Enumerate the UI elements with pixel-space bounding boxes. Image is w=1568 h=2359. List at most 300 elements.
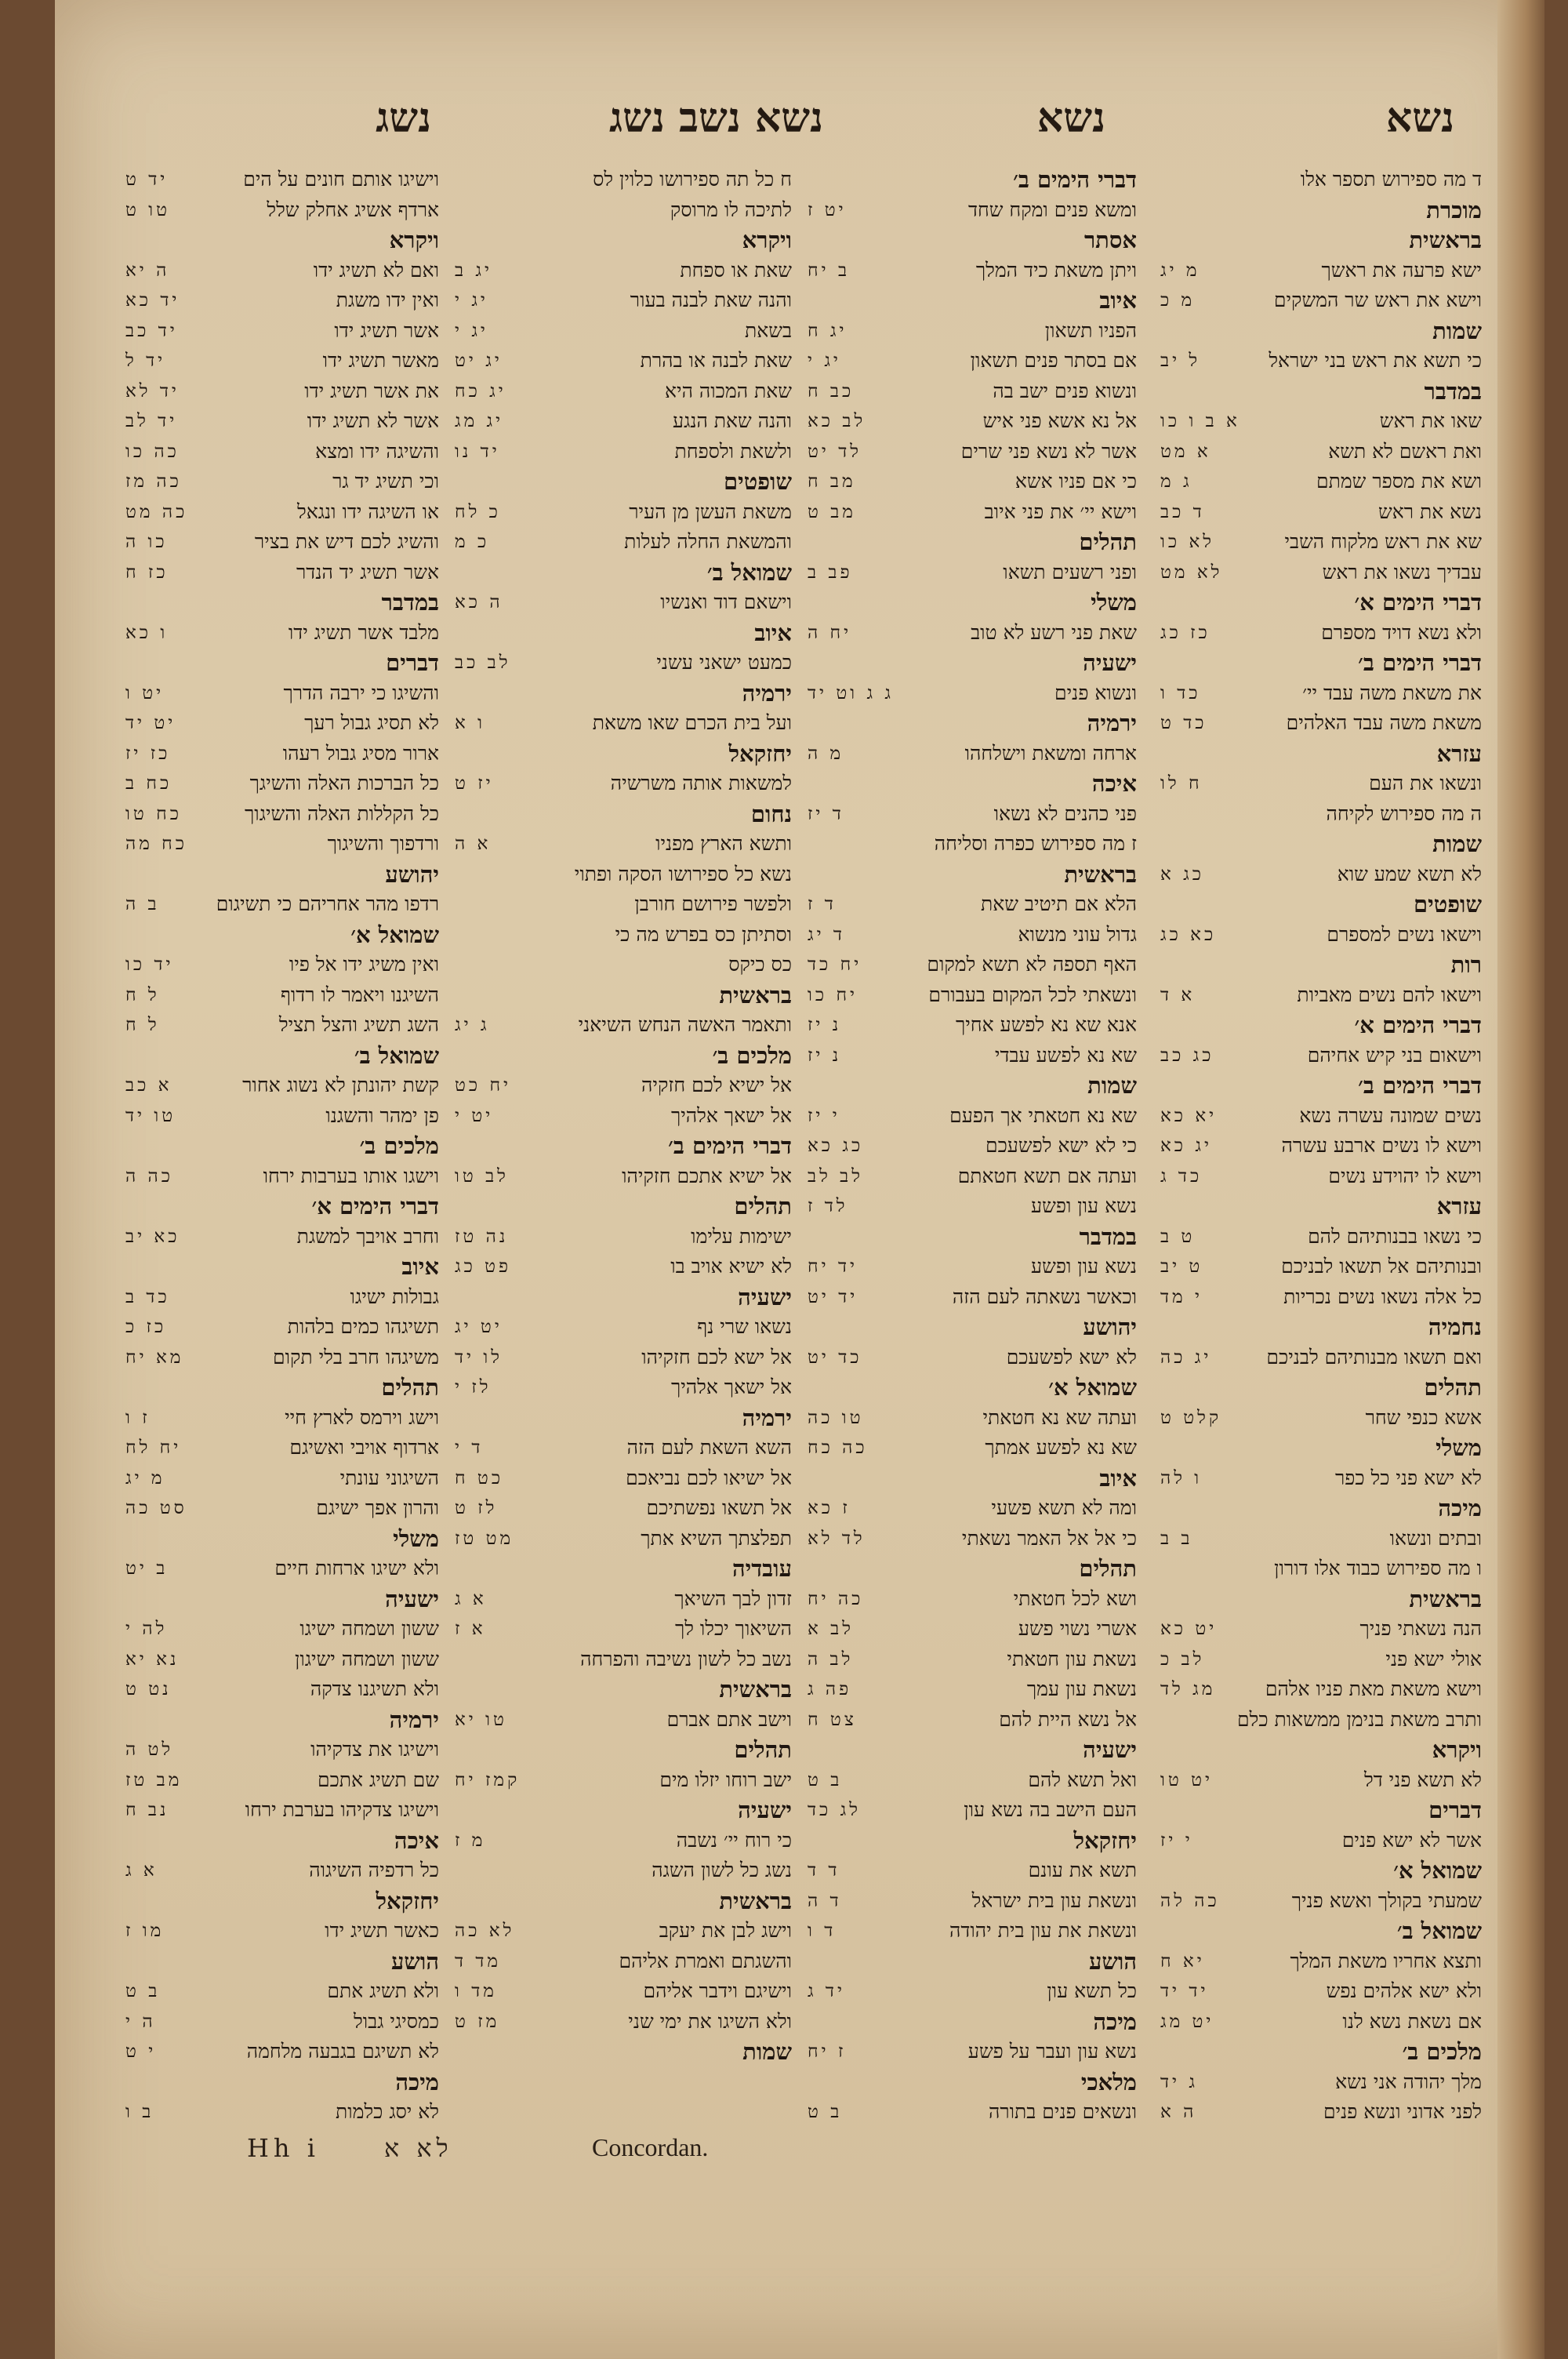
entry-reference: ב יח [808,260,851,281]
entry-reference: ז ו [125,1407,151,1428]
entry-text: ורדפוך והשיגוך [327,832,439,855]
concordance-entry [455,1372,792,1403]
concordance-entry [455,1946,792,1977]
concordance-entry [125,829,439,860]
concordance-entry [125,1343,439,1373]
entry-text: אשר לא ישא פנים [1341,1828,1482,1852]
entry-text: תהלים [1424,1374,1482,1401]
entry-text: איוב [401,1253,439,1280]
concordance-entry [455,920,792,951]
entry-text: ארחה ומשאת וישלחהו [964,741,1137,765]
entry-reference: יג יט [455,351,503,371]
book-heading [1160,1795,1482,1826]
concordance-entry [455,829,792,860]
concordance-entry [1160,708,1482,739]
entry-reference: ז יח [808,2041,847,2062]
entry-reference: יד יח [808,1256,858,1277]
concordance-entry [455,437,792,467]
entry-text: יהושע [385,860,439,888]
entry-text: קשת יהונתן לא נשוג אחור [242,1074,439,1096]
concordance-entry [808,256,1137,286]
concordance-entry [1160,1614,1482,1645]
entry-text: גדול עוני מנשוא [1018,922,1137,946]
concordance-entry [125,346,439,376]
entry-text: לא ישא פני כל כפר [1334,1466,1482,1489]
entry-reference: יא ח [1160,1950,1205,1972]
entry-text: אל ישא לכם חזקיהו [641,1345,792,1369]
entry-reference: מב טז [125,1769,183,1790]
concordance-entry [808,1976,1137,2007]
concordance-entry [1160,346,1482,376]
concordance-entry [125,1674,439,1705]
entry-text: דברי הימים ב׳ [1358,1072,1482,1099]
concordance-entry [1160,406,1482,437]
book-heading [455,1674,792,1705]
entry-reference: נה טז [455,1226,509,1247]
headword-col2: נשא [1036,94,1105,142]
entry-text: ותאמר האשה הנחש השיאני [578,1013,792,1036]
entry-reference: כד ו [1160,682,1201,703]
entry-reference: ד ו [808,1921,837,1941]
concordance-entry [455,1463,792,1494]
entry-text: כי תשא את ראש בני ישראל [1269,349,1482,372]
concordance-entry [455,1493,792,1524]
concordance-entry [808,1705,1137,1736]
concordance-entry [125,285,439,316]
entry-reference: א ג [125,1860,158,1881]
entry-text: וישב אתם אברם [666,1707,792,1731]
concordance-entry [808,1674,1137,1705]
concordance-entry [125,256,439,286]
entry-text: שמואל ב׳ [1396,1917,1482,1944]
entry-reference: יד לב [125,411,178,431]
entry-reference: ה כא [455,592,503,612]
concordance-entry [1160,1826,1482,1856]
book-heading [1160,1735,1482,1765]
concordance-entry [808,1916,1137,1946]
text-columns [55,165,1544,2172]
concordance-entry [125,467,439,497]
concordance-entry [808,316,1137,347]
concordance-entry [455,2007,792,2037]
entry-reference: יט י [455,1105,494,1126]
concordance-entry [455,1856,792,1886]
entry-reference: פה ג [808,1679,852,1699]
book-heading [455,558,792,588]
concordance-entry [1160,256,1482,286]
entry-text: איכה [394,1826,439,1854]
book-heading [455,1554,792,1584]
entry-text: במדבר [381,589,439,616]
entry-text: ועתה אם תשא חטאתם [957,1164,1137,1187]
entry-text: מלך יהודה אני נשא [1335,2070,1482,2093]
entry-reference: ב ה [125,894,160,914]
concordance-entry [125,1856,439,1886]
entry-text: שא נא לפשע אמתך [985,1436,1137,1459]
entry-reference: י יז [808,1105,840,1126]
page-footer [55,2133,1544,2180]
entry-text: כל תשא עון [1047,1979,1137,2002]
entry-text: דברי הימים א׳ [311,1193,439,1219]
entry-reference: ט ב [1160,1226,1196,1247]
concordance-entry [125,1403,439,1434]
entry-text: ישימות עלימו [691,1224,792,1248]
entry-reference: כה יח [808,1588,864,1609]
book-heading [125,1191,439,1222]
entry-reference: לב א [808,1619,854,1639]
concordance-entry [1160,1946,1482,1977]
concordance-entry [1160,1131,1482,1161]
book-heading [125,1131,439,1161]
entry-text: תשא את עונם [1028,1859,1137,1881]
entry-text: השג תשיג והצל תציל [278,1013,439,1036]
entry-reference: יד ג [808,1981,845,2001]
concordance-entry [808,739,1137,769]
entry-reference: יד יט [808,1286,858,1307]
entry-text: השיגנו ויאמר לו רדוף [280,983,439,1006]
entry-text: ישעיה [738,1797,792,1823]
entry-text: שאת או ספחת [680,258,792,282]
entry-reference: יט כא [1160,1619,1218,1639]
entry-text: ושא לכל חטאתי [1013,1587,1137,1610]
entry-reference: פט כג [455,1256,512,1277]
concordance-entry [125,1765,439,1796]
entry-reference [1160,165,1168,195]
entry-text: את אשר תשיג ידו [304,379,439,402]
entry-text: ארור מסיג גבול רעהו [282,741,439,765]
entry-reference: יא כא [1160,1105,1218,1126]
entry-text: ישא פרעה את ראשך [1321,258,1482,282]
entry-text: ומה לא תשא פשעי [991,1496,1137,1519]
concordance-entry [125,497,439,528]
entry-text: שא נא לפשע עבדי [994,1043,1137,1067]
entry-reference: יט יד [125,713,176,733]
book-heading [455,739,792,769]
entry-text: ויקרא [742,227,792,253]
entry-text: איוב [1099,1464,1137,1492]
entry-text: ותשא הארץ מפניו [655,832,792,855]
book-heading [455,225,792,256]
entry-text: ישעיה [1083,1736,1137,1763]
entry-reference: א ז [455,1619,486,1639]
entry-text: שופטים [1414,891,1482,918]
entry-reference: י מד [1160,1286,1203,1307]
entry-reference: כה כח [808,1438,868,1458]
entry-reference: לד יט [808,441,862,462]
entry-text: שא את ראש מלקוח השבי [1284,530,1482,553]
entry-reference: יג כה [1160,1347,1212,1368]
concordance-entry [455,1101,792,1132]
entry-text: ירמיה [1087,710,1137,736]
entry-text: נשא עון ופשע [1031,1255,1137,1278]
entry-text: ישעיה [385,1585,439,1612]
concordance-entry [808,1403,1137,1434]
book-heading [1160,1372,1482,1403]
entry-text: פן ימהר והשגנו [325,1103,439,1127]
book-heading [455,1886,792,1917]
entry-reference [1160,1554,1168,1584]
entry-reference: ב ט [125,1981,161,2001]
entry-text: והמשאת החלה לעלות [624,530,792,553]
entry-text: משלי [393,1525,439,1552]
entry-text: כאשר תשיג ידו [325,1919,439,1942]
book-heading [1160,889,1482,920]
concordance-entry [125,1614,439,1645]
entry-text: וישיגו אותם חונים על הים [243,168,439,191]
book-heading [1160,587,1482,618]
concordance-entry [1160,769,1482,799]
entry-reference: יז ט [455,773,494,794]
running-headwords [55,94,1544,165]
concordance-entry [455,165,792,195]
book-heading [125,920,439,951]
entry-text: והשיגה ידו ומצא [315,439,439,463]
concordance-entry [455,1826,792,1856]
book-heading [808,285,1137,316]
entry-text: ועל בית הכרם שאו משאת [592,711,792,734]
entry-text: דברי הימים ב׳ [1358,649,1482,676]
entry-reference: כה ה [125,1165,174,1187]
entry-reference: מ כ [1160,290,1196,311]
concordance-entry [455,406,792,437]
entry-text: תהלים [1079,1555,1137,1582]
entry-reference: טו כה [808,1407,864,1428]
entry-text: נשאת עון חטאתי [1007,1647,1137,1670]
entry-reference: לב כב [455,652,511,673]
book-heading [125,648,439,678]
entry-text: ששון ושמחה ישיגו [299,1617,439,1640]
book-heading [125,860,439,890]
book-heading [125,1826,439,1856]
entry-text: כי אל אל האמר נשאתי [961,1526,1137,1550]
entry-text: שמות [1432,317,1482,344]
concordance-entry [455,648,792,678]
concordance-entry [125,376,439,407]
entry-text: ופני רשעים תשאו [1003,560,1137,583]
entry-reference: יח כט [455,1075,512,1096]
book-heading [808,860,1137,890]
entry-text: משלי [1091,589,1137,616]
concordance-entry [808,1645,1137,1675]
entry-text: משאת משה עבד האלהים [1286,711,1482,734]
concordance-entry [125,1312,439,1343]
entry-reference: טו ט [125,199,170,220]
entry-text: נשא את ראש [1378,500,1482,523]
book-heading [125,1584,439,1615]
book-heading [455,1282,792,1313]
entry-text: ארדוף אויבי ואשיגם [289,1436,439,1459]
entry-text: ד מה ספירוש תספר אלו [1300,168,1482,191]
entry-reference: קלט ט [1160,1407,1222,1428]
entry-text: הושע [390,1947,439,1975]
concordance-entry [125,406,439,437]
entry-text: במדבר [1424,377,1482,405]
concordance-entry [125,527,439,558]
concordance-entry [455,1312,792,1343]
entry-text: שא נא חטאתי אך הפעם [949,1103,1137,1127]
entry-text: ועתה שא נא חטאתי [982,1405,1137,1429]
entry-reference: טו יד [125,1105,176,1126]
entry-reference: יח ה [808,622,852,643]
entry-reference [1160,799,1168,830]
concordance-entry [1160,920,1482,951]
entry-text: וישאו נשים למספרם [1327,922,1482,946]
concordance-entry [125,2097,439,2128]
book-heading [808,2007,1137,2037]
entry-text: מוכרת [1426,196,1482,224]
concordance-entry [1160,1161,1482,1192]
entry-text: ירמיה [389,1706,439,1733]
entry-reference: נא יא [125,1648,180,1670]
entry-text: אנא שא נא לפשע אחיך [955,1013,1137,1036]
entry-text: ישב רוחו יזלו מים [659,1768,792,1791]
entry-reference: מ ז [455,1830,486,1851]
entry-reference: מב ט [808,501,856,522]
entry-text: לא תשא שמע שוא [1337,862,1482,885]
concordance-entry [808,1101,1137,1132]
entry-text: תהלים [734,1193,792,1219]
book-heading [455,1795,792,1826]
concordance-entry [455,1222,792,1252]
entry-text: מיכה [1093,2008,1137,2035]
entry-reference: צט ח [808,1709,857,1730]
entry-text: שם תשיג אתכם [317,1768,439,1791]
entry-text: תפלצתך השיא אתך [641,1526,792,1550]
concordance-entry [455,346,792,376]
entry-text: בראשית [719,1676,792,1703]
concordance-entry [125,1916,439,1946]
book-heading [125,1886,439,1917]
entry-reference: ל יב [1160,351,1201,371]
concordance-entry [808,920,1137,951]
entry-text: דברי הימים ב׳ [1013,166,1137,193]
entry-text: לא תשיגם בגבעה מלחמה [246,2040,439,2063]
entry-reference: ה י [125,2011,156,2032]
entry-text: שמואל ב׳ [706,558,792,586]
entry-reference: ל ח [125,984,160,1005]
concordance-entry [455,285,792,316]
entry-text: ואל תשא להם [1028,1768,1137,1791]
entry-reference: ג מ [1160,471,1192,492]
entry-text: והשיג לכם דיש את בציר [254,530,439,553]
entry-text: נחום [750,800,792,827]
entry-text: אשא כנפי שחר [1365,1405,1482,1429]
book-heading [455,1191,792,1222]
entry-text: כמסיגי גבול [354,2009,439,2033]
concordance-entry [1160,678,1482,709]
concordance-entry [808,1161,1137,1192]
entry-reference: ג יג [455,1015,490,1035]
entry-reference: כז כ [125,1317,167,1337]
concordance-entry [125,165,439,195]
entry-text: תהלים [734,1736,792,1763]
concordance-entry [125,1161,439,1192]
entry-text: וישג לבן את יעקב [659,1919,792,1942]
book-heading [1160,316,1482,347]
entry-text: וישאו להם נשים מאביות [1297,983,1482,1006]
entry-text: ח כל תה ספירושו כלוין לס [593,168,792,191]
book-heading [1160,1584,1482,1615]
entry-reference: א כב [125,1075,172,1096]
concordance-entry [1160,1403,1482,1434]
entry-reference: ה יא [125,260,170,281]
entry-text: למשאות אותה משרשיה [610,772,792,794]
concordance-entry [455,1161,792,1192]
entry-text: יחזקאל [376,1887,439,1914]
entry-text: או השיגה ידו ונגאל [297,500,439,523]
entry-reference [455,950,463,980]
entry-text: יהושע [1083,1314,1137,1340]
entry-text: ונשאת את עון בית יהודה [949,1919,1137,1942]
entry-reference: לג כד [808,1800,861,1820]
book-heading [808,587,1137,618]
entry-reference: כ לח [455,501,501,522]
concordance-entry [125,1795,439,1826]
entry-reference: יח כו [808,984,858,1005]
entry-reference: מ ה [808,743,844,764]
concordance-entry [808,195,1137,226]
book-heading [808,1372,1137,1403]
entry-text: בראשית [1409,1585,1482,1612]
entry-reference: מז ט [455,2011,500,2032]
entry-reference: לב ה [808,1648,854,1670]
book-heading [808,769,1137,799]
entry-text: ו מה ספירוש כבוד אלו דורון [1274,1557,1482,1579]
entry-text: ובנותיהם אל תשאו לבניכם [1281,1255,1482,1278]
concordance-entry [125,799,439,830]
entry-reference: כג כא [808,1136,864,1156]
concordance-entry [808,1795,1137,1826]
entry-text: נשאת עון עמך [1026,1677,1137,1700]
entry-text: ישעיה [738,1283,792,1310]
book-heading [1160,1312,1482,1343]
entry-text: לא יסג כלמות [336,2100,439,2123]
entry-text: ולא נשא דויד מספרם [1321,620,1482,644]
book-heading [808,648,1137,678]
concordance-entry [808,406,1137,437]
concordance-entry [808,1131,1137,1161]
entry-text: שאת לבנה או בהרת [640,349,792,372]
concordance-entry [455,1010,792,1041]
entry-reference: יד נו [455,441,500,462]
entry-text: לא ישיא אויב בו [670,1255,792,1278]
concordance-entry [125,2037,439,2067]
concordance-entry [808,1433,1137,1463]
concordance-entry [808,1010,1137,1041]
concordance-entry [808,1191,1137,1222]
entry-reference: יג י [455,290,488,311]
entry-text: נשג כל לשון השגה [652,1859,792,1881]
concordance-entry [1160,497,1482,528]
entry-text: תשיגהו כמים בלהות [287,1315,439,1338]
concordance-entry [455,860,792,890]
entry-reference: כג כב [1160,1045,1214,1066]
book-heading [1160,1010,1482,1041]
entry-text: וישג וירמס לארץ חיי [285,1405,439,1429]
entry-text: כל רדפיה השיגוה [309,1859,439,1881]
entry-reference: יג י [808,351,841,371]
entry-reference: ב יט [125,1558,169,1579]
book-heading [455,1403,792,1434]
concordance-entry [1160,2007,1482,2037]
entry-reference: יד ט [125,169,169,190]
entry-text: שמעתי בקולך ואשא פניך [1291,1888,1482,1912]
concordance-entry [808,1041,1137,1071]
concordance-entry [808,1282,1137,1313]
entry-text: כי רוח יי׳ נשבה [676,1828,792,1852]
entry-text: שמות [1087,1072,1137,1099]
entry-reference: מו ז [125,1921,165,1941]
